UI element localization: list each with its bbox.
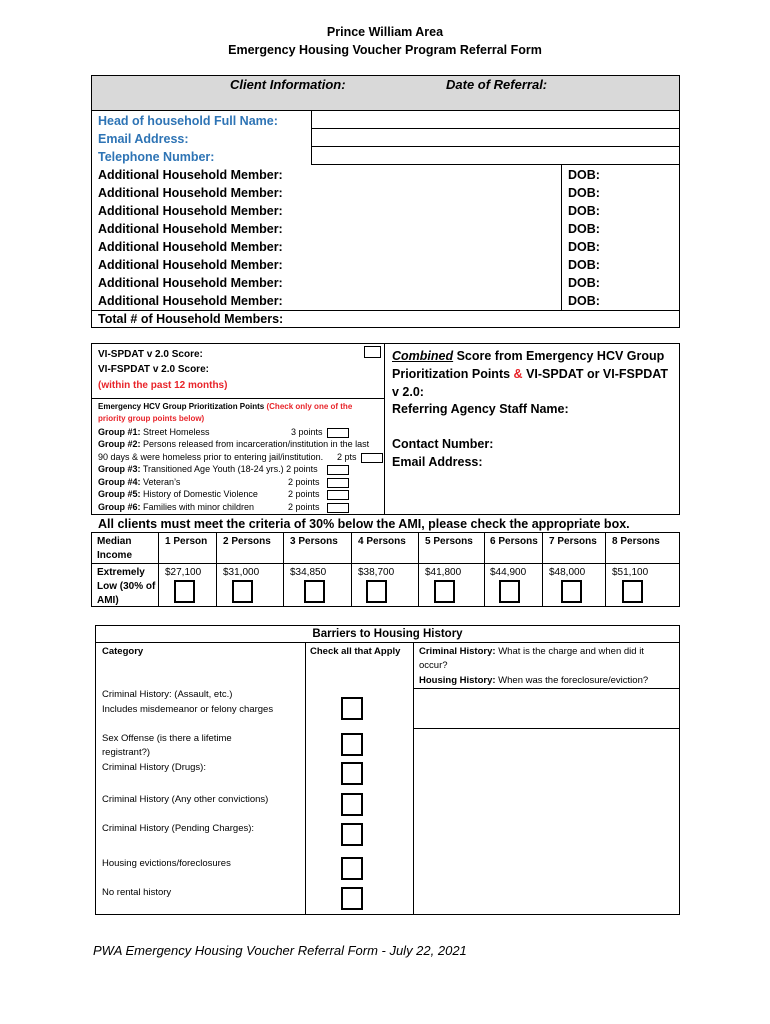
form-title-line2: Emergency Housing Voucher Program Referral Form xyxy=(228,43,542,57)
barrier-checkbox-other-convictions[interactable] xyxy=(341,793,363,816)
group-2-row-cont: 90 days & were homeless prior to entering jail/institution. xyxy=(98,452,324,462)
ami-value: $38,700 xyxy=(358,567,395,578)
ami-checkbox-3[interactable] xyxy=(304,580,325,603)
referring-staff-label: Referring Agency Staff Name: xyxy=(392,402,569,416)
group-3-checkbox[interactable] xyxy=(327,465,349,475)
group-1-checkbox[interactable] xyxy=(327,428,349,438)
group-6-checkbox[interactable] xyxy=(327,503,349,513)
vi-fspdat-score-label: VI-FSPDAT v 2.0 Score: xyxy=(98,364,209,375)
household-member-label: Additional Household Member: xyxy=(98,204,283,218)
dob-label: DOB: xyxy=(568,240,600,254)
barrier-checkbox-sex-offense[interactable] xyxy=(341,733,363,756)
group-2-checkbox[interactable] xyxy=(361,453,383,463)
total-household-members-label: Total # of Household Members: xyxy=(98,312,284,326)
barriers-title: Barriers to Housing History xyxy=(312,628,463,640)
barrier-row-label: Includes misdemeanor or felony charges xyxy=(102,704,274,715)
ami-col-head: 8 Persons xyxy=(612,536,660,547)
group-1-points: 3 points xyxy=(291,427,323,437)
telephone-label: Telephone Number: xyxy=(98,150,215,164)
barrier-row-label: registrant?) xyxy=(102,747,151,758)
ami-col-head: 7 Persons xyxy=(549,536,597,547)
ami-checkbox-8[interactable] xyxy=(622,580,643,603)
dob-label: DOB: xyxy=(568,276,600,290)
barrier-row-label: Criminal History (Drugs): xyxy=(102,762,206,773)
contact-number-label: Contact Number: xyxy=(392,437,494,451)
dob-label: DOB: xyxy=(568,258,600,272)
head-of-household-label: Head of household Full Name: xyxy=(98,114,278,128)
barrier-row-label: Criminal History: (Assault, etc.) xyxy=(102,689,233,700)
agency-email-label: Email Address: xyxy=(392,455,483,469)
household-member-label: Additional Household Member: xyxy=(98,168,283,182)
group-5-checkbox[interactable] xyxy=(327,490,349,500)
group-2-points: 2 pts xyxy=(337,452,357,462)
priority-points-title: Emergency HCV Group Prioritization Points (Check only one of the priority group points below) xyxy=(98,402,353,423)
group-4-points: 2 points xyxy=(288,477,320,487)
combined-score-label: Combined Score from Emergency HCV Group Prioritization Points & VI-SPDAT or VI-FSPDAT v 2.0: xyxy=(392,349,668,399)
barrier-checkbox-evictions[interactable] xyxy=(341,857,363,880)
ami-col-head: 5 Persons xyxy=(425,536,473,547)
household-member-label: Additional Household Member: xyxy=(98,276,283,290)
ami-col-head: 4 Persons xyxy=(358,536,406,547)
client-information-label: Client Information: xyxy=(230,77,346,92)
ami-value: $41,800 xyxy=(425,567,462,578)
barrier-row-label: No rental history xyxy=(102,887,172,898)
check-all-header: Check all that Apply xyxy=(310,646,401,657)
household-member-label: Additional Household Member: xyxy=(98,240,283,254)
group-4-row: Group #4: Veteran’s xyxy=(98,477,181,487)
telephone-number-field[interactable] xyxy=(312,147,679,164)
barrier-checkbox-drugs[interactable] xyxy=(341,762,363,785)
group-5-points: 2 points xyxy=(288,489,320,499)
group-1-row: Group #1: Street Homeless xyxy=(98,427,210,437)
form-title-line1: Prince William Area xyxy=(326,25,444,39)
ami-value: $51,100 xyxy=(612,567,649,578)
dob-label: DOB: xyxy=(568,186,600,200)
household-member-label: Additional Household Member: xyxy=(98,258,283,272)
dob-label: DOB: xyxy=(568,294,600,308)
footer-text: PWA Emergency Housing Voucher Referral Form - July 22, 2021 xyxy=(93,943,467,958)
ami-value: $44,900 xyxy=(490,567,527,578)
ami-checkbox-1[interactable] xyxy=(174,580,195,603)
housing-history-note: Housing History: When was the foreclosure/eviction? xyxy=(419,675,649,686)
group-6-row: Group #6: Families with minor children xyxy=(98,502,255,512)
ami-col-head: 6 Persons xyxy=(490,536,538,547)
ami-checkbox-6[interactable] xyxy=(499,580,520,603)
group-5-row: Group #5: History of Domestic Violence xyxy=(98,489,258,499)
ami-checkbox-7[interactable] xyxy=(561,580,582,603)
email-label: Email Address: xyxy=(98,132,189,146)
email-address-field[interactable] xyxy=(312,129,679,146)
barrier-row-label: Housing evictions/foreclosures xyxy=(102,858,231,869)
group-4-checkbox[interactable] xyxy=(327,478,349,488)
criminal-history-note: Criminal History: What is the charge and when did it occur? xyxy=(419,646,644,671)
household-member-label: Additional Household Member: xyxy=(98,294,283,308)
category-header: Category xyxy=(102,646,144,657)
client-info-header-bar xyxy=(92,76,679,110)
ami-col-head: 2 Persons xyxy=(223,536,271,547)
vi-spdat-score-field[interactable] xyxy=(364,346,381,358)
extremely-low-label: Extremely Low (30% of AMI) xyxy=(97,567,156,606)
ami-checkbox-2[interactable] xyxy=(232,580,253,603)
group-3-row: Group #3: Transitioned Age Youth (18-24 yrs.) 2 points xyxy=(98,464,318,474)
barrier-row-label: Sex Offense (is there a lifetime xyxy=(102,733,232,744)
household-member-label: Additional Household Member: xyxy=(98,186,283,200)
barrier-row-label: Criminal History (Pending Charges): xyxy=(102,823,255,834)
ami-value: $48,000 xyxy=(549,567,586,578)
barrier-row-label: Criminal History (Any other convictions) xyxy=(102,794,269,805)
dob-label: DOB: xyxy=(568,222,600,236)
within-12-months-note: (within the past 12 months) xyxy=(98,380,228,391)
barrier-checkbox-no-rental-history[interactable] xyxy=(341,887,363,910)
barrier-checkbox-assault[interactable] xyxy=(341,697,363,720)
dob-label: DOB: xyxy=(568,204,600,218)
barrier-checkbox-pending-charges[interactable] xyxy=(341,823,363,846)
ami-value: $31,000 xyxy=(223,567,260,578)
ami-criteria-heading: All clients must meet the criteria of 30% below the AMI, please check the appropriate box. xyxy=(98,517,630,531)
median-income-label: Median Income xyxy=(97,536,133,561)
ami-value: $27,100 xyxy=(165,567,202,578)
group-6-points: 2 points xyxy=(288,502,320,512)
ami-checkbox-4[interactable] xyxy=(366,580,387,603)
group-2-row: Group #2: Persons released from incarceration/institution in the last xyxy=(98,439,370,449)
ami-col-head: 1 Person xyxy=(165,536,208,547)
ami-value: $34,850 xyxy=(290,567,327,578)
ami-checkbox-5[interactable] xyxy=(434,580,455,603)
household-member-label: Additional Household Member: xyxy=(98,222,283,236)
head-of-household-name-field[interactable] xyxy=(312,111,679,128)
date-of-referral-label: Date of Referral: xyxy=(446,77,548,92)
dob-label: DOB: xyxy=(568,168,600,182)
ami-col-head: 3 Persons xyxy=(290,536,338,547)
vi-spdat-score-label: VI-SPDAT v 2.0 Score: xyxy=(98,349,203,360)
